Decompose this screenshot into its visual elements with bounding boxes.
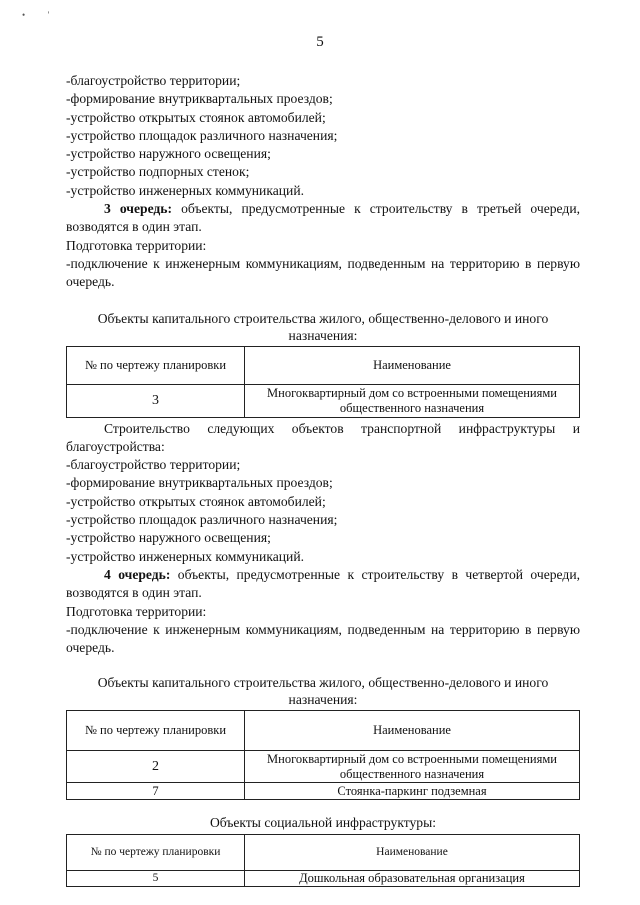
table-cell-number: 5 — [67, 871, 245, 887]
stage-4-title: 4 очередь: — [104, 566, 171, 582]
list-item: -устройство площадок различного назначения; — [66, 512, 338, 528]
table-4 — [66, 710, 580, 800]
stage-3-text: объекты, предусмотренные к строительству в третьей очереди, возводятся в один этап. — [66, 201, 580, 235]
table-cell-name: Стоянка-паркинг подземная — [245, 783, 580, 800]
list-item: -устройство инженерных коммуникаций. — [66, 548, 304, 564]
list-item: -формирование внутриквартальных проездов; — [66, 91, 333, 107]
table-header-cell: № по чертежу планировки — [67, 835, 245, 871]
table-row — [67, 783, 580, 800]
stage-4-paragraph — [66, 566, 580, 603]
table-row — [67, 384, 580, 417]
list-block-transport — [66, 456, 580, 566]
table-header-cell: № по чертежу планировки — [67, 711, 245, 751]
table-social-caption: Объекты социальной инфраструктуры: — [209, 815, 437, 831]
table-3-caption: Объекты капитального строительства жилого, общественно-делового и иного назначения: — [97, 310, 549, 343]
table-cell-number: 2 — [67, 751, 245, 783]
list-item: -устройство инженерных коммуникаций. — [66, 182, 304, 198]
list-item: -устройство площадок различного назначения; — [66, 127, 338, 143]
table-row — [67, 871, 580, 887]
table-cell-name: Многоквартирный дом со встроенными помещениями общественного назначения — [245, 751, 580, 783]
list-item: -устройство наружного освещения; — [66, 146, 271, 162]
table-header-cell: Наименование — [245, 346, 580, 384]
table-header-cell: № по чертежу планировки — [67, 346, 245, 384]
table-cell-name: Многоквартирный дом со встроенными помещениями общественного назначения — [245, 384, 580, 417]
stage-4-prep-heading: Подготовка территории: — [66, 603, 207, 619]
stage-3-title: 3 очередь: — [104, 201, 173, 217]
scan-marks: • ' — [22, 10, 50, 20]
table-header-cell: Наименование — [245, 835, 580, 871]
transport-intro: Строительство следующих объектов транспортной инфраструктуры и благоустройства: — [66, 420, 580, 454]
list-item: -устройство подпорных стенок; — [66, 164, 250, 180]
list-item: -благоустройство территории; — [66, 457, 241, 473]
table-3 — [66, 346, 580, 418]
stage-4-prep-text: -подключение к инженерным коммуникациям, подведенным на территорию в первую очередь. — [66, 621, 580, 656]
table-header-row — [67, 711, 580, 751]
page-number: 5 — [316, 34, 324, 50]
list-item: -формирование внутриквартальных проездов; — [66, 475, 333, 491]
list-item: -устройство открытых стоянок автомобилей; — [66, 493, 326, 509]
table-cell-name: Дошкольная образовательная организация — [245, 871, 580, 887]
document-body — [66, 72, 580, 887]
list-item: -благоустройство территории; — [66, 73, 241, 88]
stage-4-text: объекты, предусмотренные к строительству в четвертой очереди, возводятся в один этап. — [66, 566, 580, 601]
table-social — [66, 834, 580, 887]
table-header-row — [67, 346, 580, 384]
table-row — [67, 751, 580, 783]
table-4-caption: Объекты капитального строительства жилого, общественно-делового и иного назначения: — [97, 675, 549, 708]
stage-3-paragraph — [66, 200, 580, 237]
list-block-1 — [66, 72, 580, 200]
table-cell-number: 7 — [67, 783, 245, 800]
table-header-row — [67, 835, 580, 871]
list-item: -устройство наружного освещения; — [66, 530, 271, 546]
table-header-cell: Наименование — [245, 711, 580, 751]
stage-3-prep-text: -подключение к инженерным коммуникациям, подведенным на территорию в первую очередь. — [66, 255, 580, 290]
table-cell-number: 3 — [67, 384, 245, 417]
list-item: -устройство открытых стоянок автомобилей; — [66, 109, 326, 125]
stage-3-prep-heading: Подготовка территории: — [66, 237, 207, 253]
